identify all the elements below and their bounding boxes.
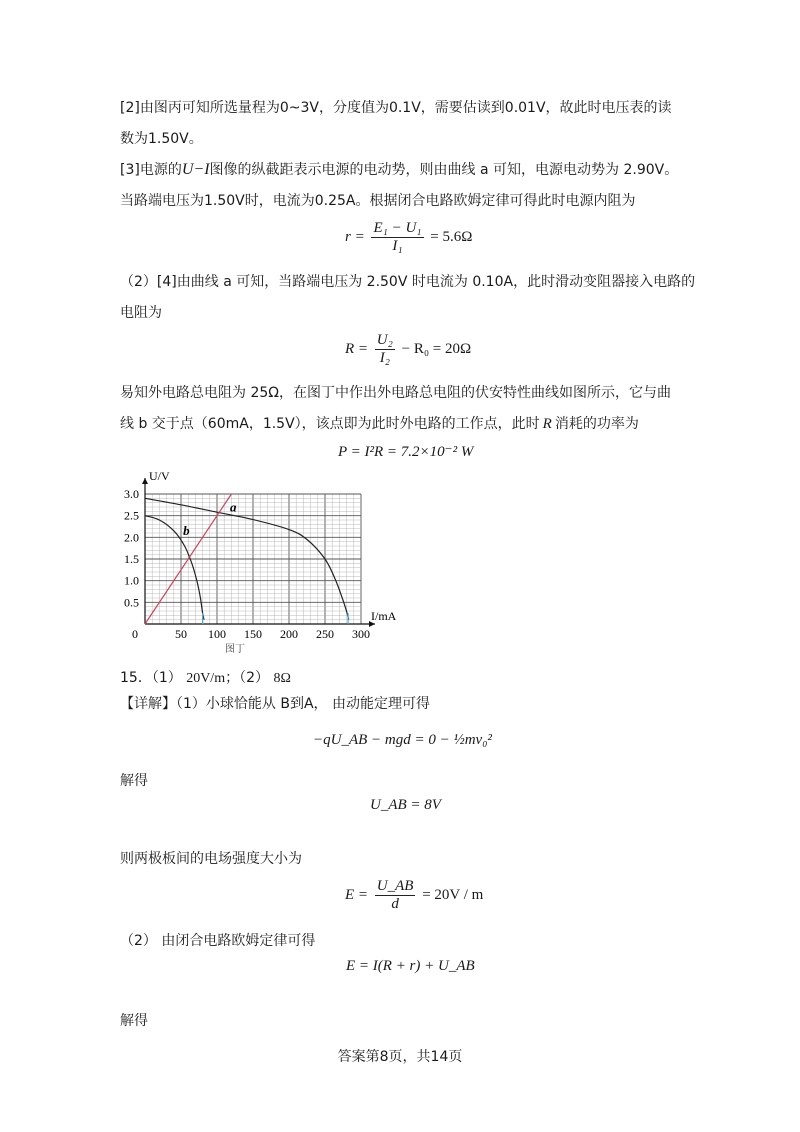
question-number: 15．（1）	[120, 670, 182, 686]
text-line-5: （2）[4]由曲线 a 可知，当路端电压为 2.50V 时电流为 0.10A，此时滑动变阻器接入电路的	[120, 274, 696, 290]
text-line-8	[120, 414, 639, 434]
answer-2: 8Ω	[273, 671, 291, 686]
equation-E	[345, 878, 483, 913]
equation-ohm: E = I(R + r) + U_AB	[346, 958, 475, 974]
solve-label-2: 解得	[120, 1013, 148, 1029]
text-seg: 线 b 交于点（60mA，1.5V），该点即为此时外电路的工作点，此时	[120, 416, 540, 432]
numerator: U₂	[376, 332, 393, 348]
eq-lhs: R =	[345, 340, 369, 357]
curve-label-b: b	[183, 523, 190, 539]
field-line: 则两极板间的电场强度大小为	[120, 851, 302, 867]
equation-R	[345, 332, 471, 367]
x-tick-label: 50	[175, 627, 187, 641]
y-axis-arrow	[142, 478, 148, 484]
separator: ；（2）	[225, 670, 269, 686]
answer-line-15	[120, 668, 291, 689]
x-axis-label: I/mA	[371, 609, 397, 623]
text-seg: 图像的纵截距表示电源的电动势，则由曲线 a 可知，电源电动势为 2.90V。	[209, 162, 679, 178]
denominator: d	[391, 896, 399, 912]
part2-line: （2） 由闭合电路欧姆定律可得	[120, 933, 316, 949]
fraction	[375, 332, 395, 367]
x-tick-label: 100	[208, 627, 226, 641]
curve-label-a: a	[229, 499, 237, 515]
text-line-4: 当路端电压为1.50V时，电流为0.25A。根据闭合电路欧姆定律可得此时电源内阻为	[120, 193, 636, 209]
y-tick-label: 2.5	[124, 508, 139, 523]
equation-energy: −qU_AB − mgd = 0 − ½mv₀²	[313, 732, 492, 748]
text-line-1: [2]由图丙可知所选量程为0~3V，分度值为0.1V，需要估读到0.01V，故此时电压表的读	[120, 100, 672, 116]
equation-P: P = I²R = 7.2×10⁻² W	[338, 444, 474, 460]
numerator: U_AB	[376, 878, 414, 894]
x-tick-label: 300	[352, 627, 370, 641]
y-tick-label: 0.5	[124, 595, 139, 610]
text-line-7: 易知外电路总电阻为 25Ω，在图丁中作出外电路总电阻的伏安特性曲线如图所示，它与曲	[120, 385, 671, 401]
fraction	[375, 878, 416, 913]
eq-lhs: r =	[345, 228, 365, 245]
inline-math: R	[542, 416, 552, 432]
text-line-6: 电阻为	[120, 305, 162, 321]
text-seg: 消耗的功率为	[554, 416, 639, 432]
x-tick-label: 250	[316, 627, 334, 641]
y-axis-label: U/V	[149, 469, 170, 483]
chart-axes	[142, 478, 375, 627]
page-footer: 答案第8页，共14页	[337, 1049, 463, 1065]
ui-chart	[110, 466, 410, 656]
y-tick-label: 2.0	[124, 530, 139, 545]
text-seg: [3]电源的	[120, 162, 182, 178]
chart-caption: 图丁	[225, 644, 245, 655]
numerator: E₁ − U₁	[373, 220, 422, 236]
solve-label-1: 解得	[120, 773, 148, 789]
text-line-3	[120, 160, 678, 180]
equation-UAB: U_AB = 8V	[370, 797, 441, 813]
y-tick-label: 1.0	[124, 573, 139, 588]
y-tick-label: 1.5	[124, 552, 139, 566]
x-tick-label: 150	[244, 627, 262, 641]
denominator: I₁	[392, 238, 403, 254]
text-line-2: 数为1.50V。	[120, 131, 203, 147]
equation-r	[345, 220, 472, 255]
eq-rhs: = 20V / m	[422, 886, 484, 903]
fraction	[371, 220, 423, 255]
x-tick-label: 0	[132, 627, 138, 641]
x-tick-label: 200	[280, 627, 298, 641]
chart-grid	[145, 494, 361, 624]
detail-line: 【详解】（1）小球恰能从 B到A， 由动能定理可得	[120, 696, 430, 712]
answer-1: 20V/m	[186, 671, 226, 686]
eq-rhs: = 5.6Ω	[430, 228, 473, 245]
denominator: I₂	[379, 350, 390, 366]
eq-rhs: − R₀ = 20Ω	[401, 340, 472, 357]
inline-math: U−I	[181, 161, 210, 178]
y-tick-label: 3.0	[124, 487, 139, 501]
eq-lhs: E =	[345, 886, 369, 903]
